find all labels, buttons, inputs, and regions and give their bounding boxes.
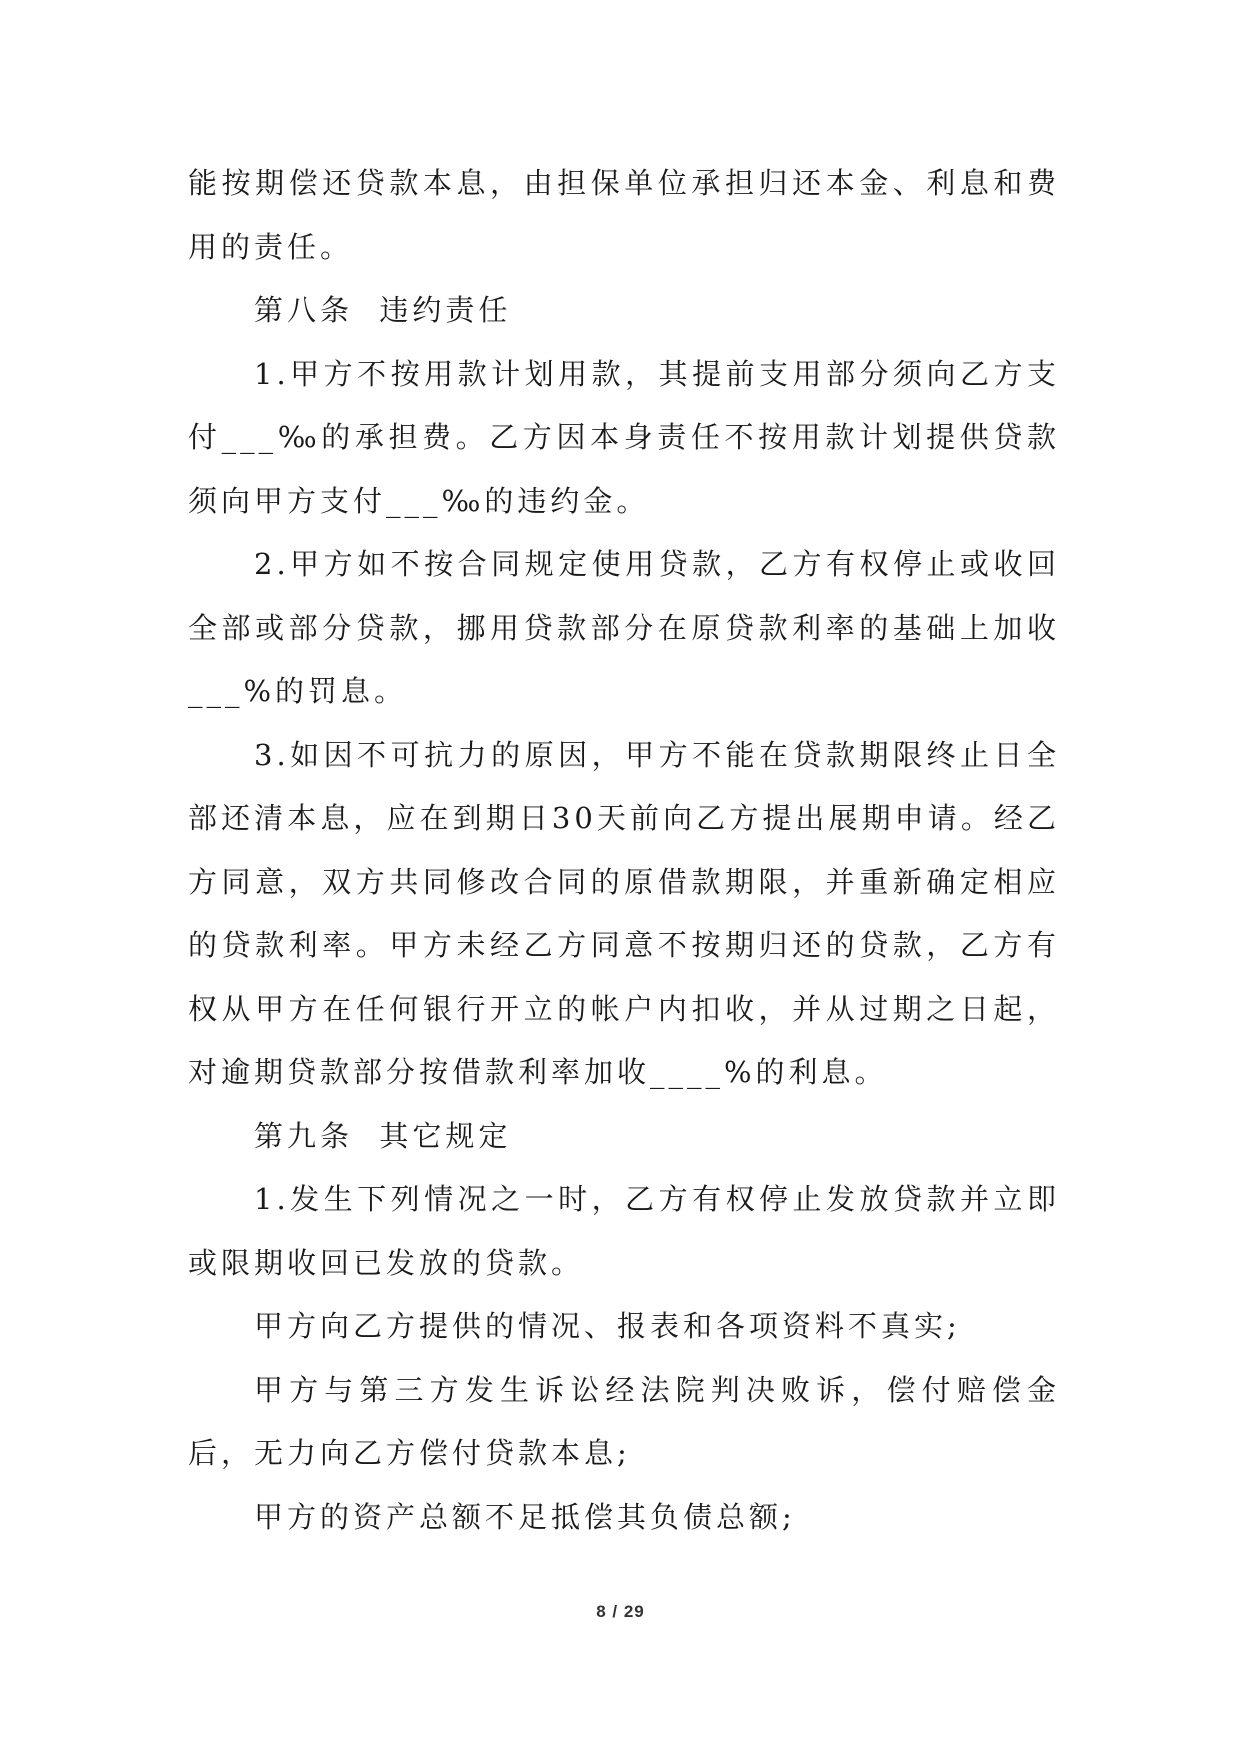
section-heading-article-8: 第八条 违约责任 — [254, 293, 512, 327]
page-number: 8 / 29 — [596, 1602, 645, 1621]
paragraph-article-8-item-1: 1.甲方不按用款计划用款，其提前支用部分须向乙方支付___‰的承担费。乙方因本身责任不按用款计划提供贷款须向甲方支付___‰的违约金。 — [188, 356, 1060, 518]
paragraph-1: 能按期偿还贷款本息，由担保单位承担归还本金、利息和费用的责任。 — [188, 166, 1060, 264]
paragraph-condition-3: 甲方的资产总额不足抵偿其负债总额; — [254, 1499, 796, 1534]
paragraph-article-8-item-2: 2.甲方如不按合同规定使用贷款，乙方有权停止或收回全部或部分贷款，挪用贷款部分在原贷款利率的基础上加收___%的罚息。 — [188, 547, 1060, 708]
section-heading-article-9: 第九条 其它规定 — [254, 1118, 512, 1153]
paragraph-condition-1: 甲方向乙方提供的情况、报表和各项资料不真实; — [254, 1309, 961, 1343]
paragraph-condition-2: 甲方与第三方发生诉讼经法院判决败诉，偿付赔偿金后，无力向乙方偿付贷款本息; — [188, 1372, 1060, 1470]
paragraph-article-8-item-3: 3.如因不可抗力的原因，甲方不能在贷款期限终止日全部还清本息，应在到期日30天前向乙方提出展期申请。经乙方同意，双方共同修改合同的原借款期限，并重新确定相应的贷款利率。甲方未经乙方同意不按期归还的贷款，乙方有权从甲方在任何银行开立的帐户内扣收，并从过期之日起，对逾期贷款部分按借款利率加收____%的利息。 — [188, 737, 1060, 1089]
document-body — [188, 152, 1060, 1549]
paragraph-article-9-item-1: 1.发生下列情况之一时，乙方有权停止发放贷款并立即或限期收回已发放的贷款。 — [188, 1182, 1060, 1280]
